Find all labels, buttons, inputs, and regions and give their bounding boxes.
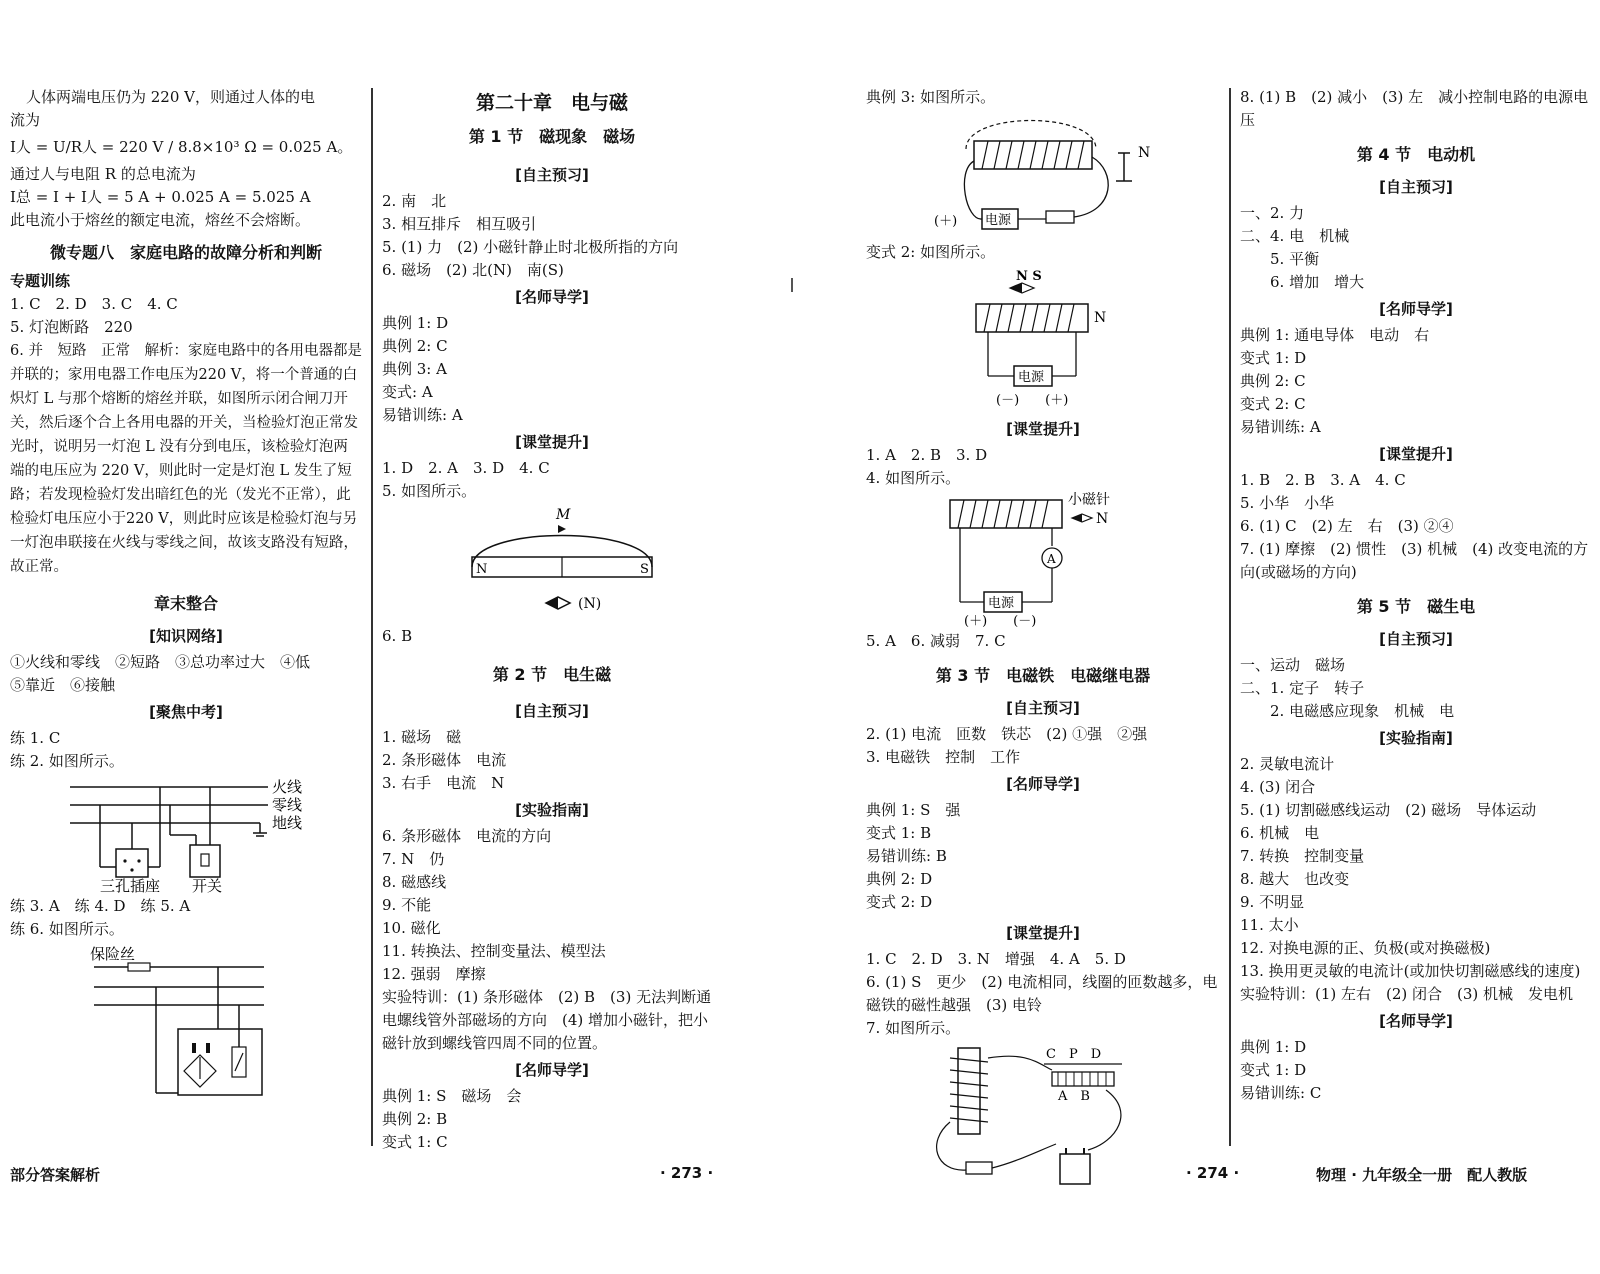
answer: 7. N 仍 — [382, 850, 445, 868]
answer: 2. 灵敏电流计 — [1240, 755, 1335, 773]
electromagnet-slider-diagram — [866, 1042, 1206, 1192]
answer: 变式 2: C — [1240, 395, 1306, 413]
answer: 一、2. 力 — [1240, 204, 1305, 222]
formula-total: I总 = I + I人 = 5 A + 0.025 A = 5.025 A — [10, 188, 311, 206]
section-tag: [名师导学] — [1379, 1012, 1453, 1030]
answer: 典例 3: A — [382, 360, 447, 378]
answer: ⑤靠近 ⑥接触 — [10, 676, 116, 694]
column-2 — [382, 86, 722, 1154]
answer: 2. 电磁感应现象 机械 电 — [1270, 702, 1455, 720]
answer: 练 3. A 练 4. D 练 5. A — [10, 897, 191, 915]
answer: 2. (1) 电流 匝数 铁芯 (2) ①强 ②强 — [866, 725, 1148, 743]
section-tag: [名师导学] — [1379, 300, 1453, 318]
column-divider-left — [371, 88, 373, 1146]
label-ground-wire: 地线 — [272, 814, 303, 832]
answer: 6. 条形磁体 电流的方向 — [382, 827, 552, 845]
answer: 5. A 6. 减弱 7. C — [866, 632, 1006, 650]
text-line: 此电流小于熔丝的额定电流，熔丝不会熔断。 — [10, 211, 311, 229]
answer: 1. D 2. A 3. D 4. C — [382, 459, 550, 477]
answer: 练 6. 如图所示。 — [10, 920, 124, 938]
bar-magnet-field-diagram — [382, 505, 722, 623]
answer: 11. 太小 — [1240, 916, 1299, 934]
answer: 变式: A — [382, 383, 433, 401]
column-1 — [10, 86, 362, 1105]
answer: 典例 1: S 强 — [866, 801, 961, 819]
label-north: N — [1094, 310, 1107, 326]
answer: 变式 1: D — [1240, 349, 1307, 367]
answer: 9. 不能 — [382, 896, 432, 914]
answer: 变式 2: 如图所示。 — [866, 243, 996, 261]
answer: 3. 相互排斥 相互吸引 — [382, 215, 537, 233]
answer: 变式 1: C — [382, 1133, 448, 1151]
answer: 典例 3: 如图所示。 — [866, 88, 996, 106]
label-neutral-wire: 零线 — [272, 796, 303, 814]
answer: 1. 磁场 磁 — [382, 728, 462, 746]
label-north: N — [1096, 511, 1109, 527]
column-4 — [1240, 86, 1592, 1105]
answer: 5. 小华 小华 — [1240, 494, 1335, 512]
section-tag: [课堂提升] — [1006, 420, 1080, 438]
socket-icon — [116, 849, 148, 877]
label-cpd: C P D — [1046, 1047, 1102, 1062]
label-power: 电源 — [1018, 370, 1045, 385]
answer: 6. 磁场 (2) 北(N) 南(S) — [382, 261, 564, 279]
answer: 10. 磁化 — [382, 919, 441, 937]
section-tag: [课堂提升] — [1379, 445, 1453, 463]
answer: 二、1. 定子 转子 — [1240, 679, 1365, 697]
answer: 12. 强弱 摩擦 — [382, 965, 486, 983]
section-tag: [自主预习] — [1006, 699, 1080, 717]
answer: 典例 1: 通电导体 电动 右 — [1240, 326, 1430, 344]
answer: 13. 换用更灵敏的电流计(或加快切割磁感线的速度) — [1240, 962, 1581, 980]
section-tag: [课堂提升] — [515, 433, 589, 451]
answer: 3. 电磁铁 控制 工作 — [866, 748, 1021, 766]
chapter-title: 第二十章 电与磁 — [475, 92, 628, 114]
label-switch: 开关 — [192, 877, 223, 893]
label-point-m: M — [556, 507, 571, 523]
section-tag: [自主预习] — [515, 702, 589, 720]
rheostat-icon — [1052, 1072, 1114, 1086]
answer: 典例 2: D — [866, 870, 933, 888]
answer: 8. (1) B (2) 减小 (3) 左 减小控制电路的电源电压 — [1240, 88, 1589, 129]
answer: 6. B — [382, 627, 413, 645]
answer: 11. 转换法、控制变量法、模型法 — [382, 942, 606, 960]
answer: 8. 磁感线 — [382, 873, 447, 891]
label-south-pole: S — [640, 562, 649, 577]
answer: 6. 机械 电 — [1240, 824, 1320, 842]
label-power: 电源 — [985, 213, 1012, 228]
section-tag: [自主预习] — [515, 166, 589, 184]
section-tag: [课堂提升] — [1006, 924, 1080, 942]
label-socket: 三孔插座 — [100, 877, 161, 893]
section-title: 第 4 节 电动机 — [1356, 145, 1476, 164]
answer: 典例 1: D — [382, 314, 449, 332]
answer: 典例 1: D — [1240, 1038, 1307, 1056]
answer: 典例 2: C — [382, 337, 448, 355]
section-tag: [自主预习] — [1379, 630, 1453, 648]
label-ab: A B — [1058, 1089, 1090, 1104]
column-divider-right — [1229, 88, 1231, 1146]
section-tag: [名师导学] — [515, 288, 589, 306]
answer: 7. 转换 控制变量 — [1240, 847, 1365, 865]
answer: 5. (1) 力 (2) 小磁针静止时北极所指的方向 — [382, 238, 679, 256]
answer: 5. (1) 切割磁感线运动 (2) 磁场 导体运动 — [1240, 801, 1537, 819]
section-title: 第 1 节 磁现象 磁场 — [468, 127, 636, 146]
section-tag: [名师导学] — [515, 1061, 589, 1079]
label-plus: (＋) — [934, 214, 958, 229]
answer: 变式 2: D — [866, 893, 933, 911]
answer: 典例 2: C — [1240, 372, 1306, 390]
answer: 实验特训：(1) 左右 (2) 闭合 (3) 机械 发电机 — [1240, 985, 1574, 1003]
solenoid-diagram-2 — [866, 266, 1206, 412]
label-polarity: (－) (＋) — [996, 393, 1069, 408]
answer: 6. (1) S 更少 (2) 电流相同，线圈的匝数越多，电磁铁的磁性越强 (3) 电铃 — [866, 973, 1218, 1014]
switch-icon — [1046, 211, 1074, 223]
answer: 6. (1) C (2) 左 右 (3) ②④ — [1240, 517, 1454, 535]
answer: 12. 对换电源的正、负极(或对换磁极) — [1240, 939, 1491, 957]
answer: 8. 越大 也改变 — [1240, 870, 1350, 888]
section-tag: [自主预习] — [1379, 178, 1453, 196]
answer: 7. 如图所示。 — [866, 1019, 961, 1037]
answer: 典例 1: S 磁场 会 — [382, 1087, 522, 1105]
page-number-right: · 274 · — [1186, 1164, 1240, 1182]
answer: 练 1. C — [10, 729, 61, 747]
answer: 一、运动 磁场 — [1240, 656, 1346, 674]
answer: 变式 1: D — [1240, 1061, 1307, 1079]
answer: 实验特训：(1) 条形磁体 (2) B (3) 无法判断通电螺线管外部磁场的方向 (4) 增加小磁针，把小磁针放到螺线管四周不同的位置。 — [382, 988, 712, 1052]
page-number-left: · 273 · — [660, 1164, 714, 1182]
answer: 1. C 2. D 3. N 增强 4. A 5. D — [866, 950, 1126, 968]
footer-left-title: 部分答案解析 — [10, 1166, 101, 1184]
answer: 2. 南 北 — [382, 192, 447, 210]
answer: 5. 灯泡断路 220 — [10, 318, 133, 336]
solenoid-diagram-1 — [866, 111, 1206, 239]
sub-title: 专题训练 — [10, 272, 71, 290]
text-line: 流为 — [10, 111, 41, 129]
section-tag: [实验指南] — [515, 801, 589, 819]
fuse-icon — [128, 963, 150, 971]
battery-icon — [1060, 1154, 1090, 1184]
answer: 5. 如图所示。 — [382, 482, 477, 500]
switch-icon — [190, 845, 220, 877]
formula-current: I人 = U/R人 = 220 V / 8.8×10³ Ω = 0.025 A。 — [10, 138, 353, 156]
label-ammeter: A — [1047, 552, 1056, 566]
label-north: N — [1138, 145, 1151, 161]
footer-right-title: 物理 · 九年级全一册 配人教版 — [1316, 1166, 1528, 1184]
answer: 9. 不明显 — [1240, 893, 1305, 911]
text-line: 人体两端电压仍为 220 V，则通过人体的电 — [26, 88, 316, 106]
answer: 4. 如图所示。 — [866, 469, 961, 487]
answer: 易错训练: A — [382, 406, 463, 424]
answer: ①火线和零线 ②短路 ③总功率过大 ④低 — [10, 653, 311, 671]
fuse-circuit-diagram — [10, 943, 350, 1103]
section-title: 第 2 节 电生磁 — [492, 665, 612, 684]
section-tag: [知识网络] — [149, 627, 223, 645]
section-tag: [实验指南] — [1379, 729, 1453, 747]
answer: 4. (3) 闭合 — [1240, 778, 1316, 796]
label-needle-pole: (N) — [578, 596, 602, 612]
section-title: 章末整合 — [153, 594, 218, 613]
label-power: 电源 — [988, 596, 1015, 611]
answer: 易错训练: C — [1240, 1084, 1322, 1102]
answer: 易错训练: A — [1240, 418, 1321, 436]
section-title: 第 3 节 电磁铁 电磁继电器 — [935, 666, 1151, 685]
answer: 1. B 2. B 3. A 4. C — [1240, 471, 1406, 489]
answer: 1. C 2. D 3. C 4. C — [10, 295, 178, 313]
answer: 变式 1: B — [866, 824, 932, 842]
label-needle-ns: N S — [1016, 269, 1042, 284]
answer: 3. 右手 电流 N — [382, 774, 505, 792]
label-small-needle: 小磁针 — [1068, 492, 1110, 508]
section-title: 第 5 节 磁生电 — [1356, 597, 1476, 616]
label-north-pole: N — [476, 562, 488, 577]
label-live-wire: 火线 — [272, 778, 303, 796]
answer: 1. A 2. B 3. D — [866, 446, 988, 464]
binding-mark — [791, 278, 793, 292]
answer: 二、4. 电 机械 — [1240, 227, 1350, 245]
answer-explanation: 6. 并 短路 正常 解析：家庭电路中的各用电器都是并联的；家用电器工作电压为220 V，将一个普通的白炽灯 L 与那个熔断的熔丝并联，如图所示闭合闸刀开关，然后逐个合上各用电器的开关，当检验灯泡正常发光时，说明另一灯泡 L 没有分到电压，该检验灯泡两端的电压应为 220 V，则此时一定是灯泡 L 发生了短路；若发现检验灯发出暗红色的光（发光不正常），此检验灯电压应小于220 V，则此时应该是检验灯泡与另一灯泡串联接在火线与零线之间，故该支路没有短路，故正常。 — [10, 343, 362, 575]
answer: 练 2. 如图所示。 — [10, 752, 124, 770]
text-line: 通过人与电阻 R 的总电流为 — [10, 165, 196, 183]
household-circuit-diagram — [10, 775, 350, 893]
solenoid-ammeter-diagram — [866, 492, 1206, 628]
switch-icon — [966, 1162, 992, 1174]
answer: 易错训练: B — [866, 847, 947, 865]
answer: 5. 平衡 — [1270, 250, 1320, 268]
answer: 6. 增加 增大 — [1270, 273, 1365, 291]
column-3 — [866, 86, 1220, 1194]
answer: 2. 条形磁体 电流 — [382, 751, 507, 769]
section-tag: [聚焦中考] — [149, 703, 223, 721]
answer: 典例 2: B — [382, 1110, 448, 1128]
topic-title: 微专题八 家庭电路的故障分析和判断 — [49, 243, 322, 262]
answer: 7. (1) 摩擦 (2) 惯性 (3) 机械 (4) 改变电流的方向(或磁场的方向) — [1240, 540, 1589, 581]
section-tag: [名师导学] — [1006, 775, 1080, 793]
label-polarity: (＋) (－) — [964, 614, 1037, 628]
label-fuse: 保险丝 — [90, 945, 136, 963]
